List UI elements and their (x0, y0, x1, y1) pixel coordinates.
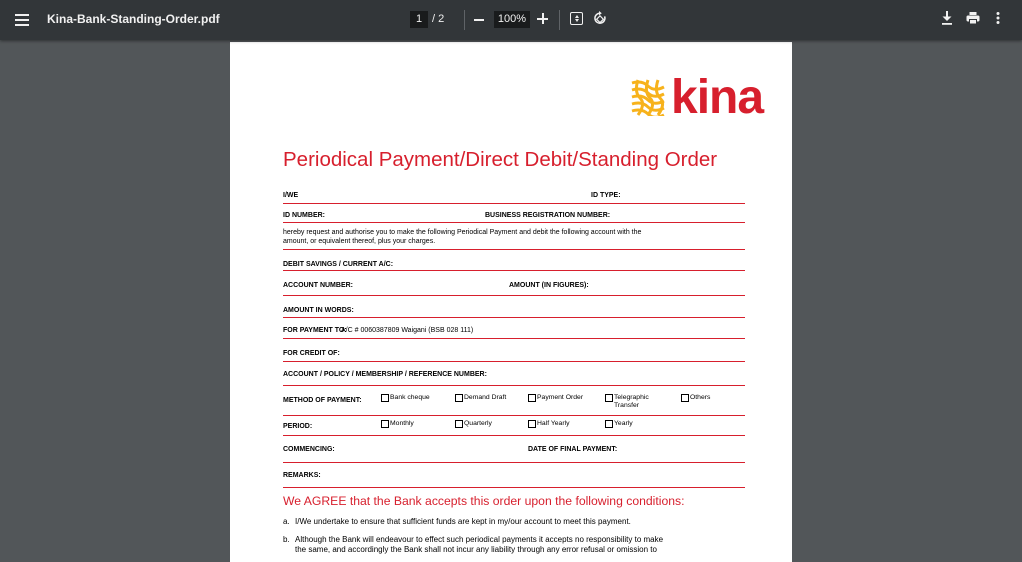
id-type-label: ID TYPE: (591, 192, 621, 199)
page-total: / 2 (432, 13, 445, 25)
row-for-payment-to (283, 322, 745, 339)
for-payment-to-value: A/C # 0060387809 Waigani (BSB 028 111) (341, 327, 474, 334)
conditions-heading: We AGREE that the Bank accepts this order upon the following conditions: (283, 494, 685, 508)
condition-text: the same, and accordingly the Bank shall not incur any liability through any error refusal or omission to (295, 545, 657, 554)
print-icon[interactable] (966, 10, 980, 31)
remarks-label: REMARKS: (283, 472, 321, 479)
checkbox-label: Monthly (390, 420, 414, 427)
more-options-icon[interactable] (995, 10, 1001, 31)
page-number-input[interactable]: 1 (410, 11, 428, 28)
kina-wave-logo-icon (630, 78, 672, 121)
amount-figures-label: AMOUNT (IN FIGURES): (509, 282, 589, 289)
method-option[interactable] (455, 394, 506, 402)
row-commencing (283, 441, 745, 463)
row-account-number (283, 278, 745, 296)
checkbox-label: Payment Order (537, 394, 584, 401)
date-final-payment-label: DATE OF FINAL PAYMENT: (528, 446, 618, 453)
checkbox[interactable] (381, 394, 389, 402)
method-option[interactable] (681, 394, 710, 402)
business-reg-label: BUSINESS REGISTRATION NUMBER: (485, 212, 611, 219)
checkbox-label: Half Yearly (537, 420, 570, 427)
row-for-credit-of (283, 344, 745, 362)
form-title: Periodical Payment/Direct Debit/Standing Order (283, 148, 718, 171)
method-option[interactable] (605, 394, 650, 410)
menu-icon[interactable] (15, 11, 29, 29)
period-option[interactable] (605, 420, 633, 428)
fit-to-page-icon[interactable] (570, 12, 583, 25)
commencing-label: COMMENCING: (283, 446, 335, 453)
account-number-label: ACCOUNT NUMBER: (283, 282, 353, 289)
rotate-icon[interactable] (592, 10, 608, 31)
pdf-toolbar (0, 0, 1022, 40)
row-debit-account (283, 254, 745, 271)
row-iwe (283, 190, 745, 204)
file-name: Kina-Bank-Standing-Order.pdf (47, 12, 220, 26)
checkbox[interactable] (681, 394, 689, 402)
checkbox-label: Yearly (614, 420, 633, 427)
checkbox[interactable] (455, 420, 463, 428)
zoom-in-icon[interactable] (537, 13, 548, 24)
toolbar-divider (559, 10, 560, 30)
id-number-label: ID NUMBER: (283, 212, 325, 219)
checkbox[interactable] (605, 420, 613, 428)
condition-item (283, 535, 753, 555)
condition-text: Although the Bank will endeavour to effect such periodical payments it accepts no responsibility to make (295, 535, 664, 544)
debit-account-label: DEBIT SAVINGS / CURRENT A/C: (283, 261, 394, 268)
checkbox-label: Bank cheque (390, 394, 430, 401)
pdf-page (230, 42, 792, 562)
method-option[interactable] (381, 394, 430, 402)
for-payment-to-label: FOR PAYMENT TO: (283, 327, 347, 334)
period-option[interactable] (455, 420, 492, 428)
row-remarks (283, 466, 745, 488)
checkbox-label: Quarterly (464, 420, 492, 427)
method-option[interactable] (528, 394, 583, 402)
checkbox[interactable] (455, 394, 463, 402)
row-request (283, 228, 745, 250)
period-option[interactable] (528, 420, 570, 428)
row-account-policy (283, 367, 745, 386)
account-policy-label: ACCOUNT / POLICY / MEMBERSHIP / REFERENCE NUMBER: (283, 371, 487, 378)
condition-item (283, 517, 753, 527)
row-method-of-payment (283, 389, 745, 416)
checkbox-label: Demand Draft (464, 394, 507, 401)
download-icon[interactable] (941, 10, 953, 31)
condition-text: I/We undertake to ensure that sufficient funds are kept in my/our account to meet this payment. (295, 517, 631, 526)
toolbar-divider (464, 10, 465, 30)
row-id-number (283, 209, 745, 223)
for-credit-of-label: FOR CREDIT OF: (283, 350, 340, 357)
condition-number: b. (283, 535, 290, 544)
period-option[interactable] (381, 420, 414, 428)
zoom-input[interactable]: 100% (494, 11, 530, 28)
condition-number: a. (283, 517, 290, 526)
request-text-line2: amount, or equivalent thereof, plus your charges. (283, 238, 436, 245)
checkbox[interactable] (605, 394, 613, 402)
period-label: PERIOD: (283, 423, 313, 430)
row-amount-words (283, 301, 745, 318)
method-of-payment-label: METHOD OF PAYMENT: (283, 397, 362, 404)
iwe-label: I/WE (283, 192, 299, 199)
request-text-line1: hereby request and authorise you to make the following Periodical Payment and debit the following account with the (283, 229, 642, 236)
checkbox-label: Telegraphic Transfer (614, 394, 649, 409)
checkbox[interactable] (381, 420, 389, 428)
amount-words-label: AMOUNT IN WORDS: (283, 307, 354, 314)
zoom-out-icon[interactable] (474, 19, 484, 21)
checkbox[interactable] (528, 420, 536, 428)
checkbox[interactable] (528, 394, 536, 402)
kina-logo-text: kina (671, 71, 764, 124)
row-period (283, 416, 745, 436)
checkbox-label: Others (690, 394, 711, 401)
